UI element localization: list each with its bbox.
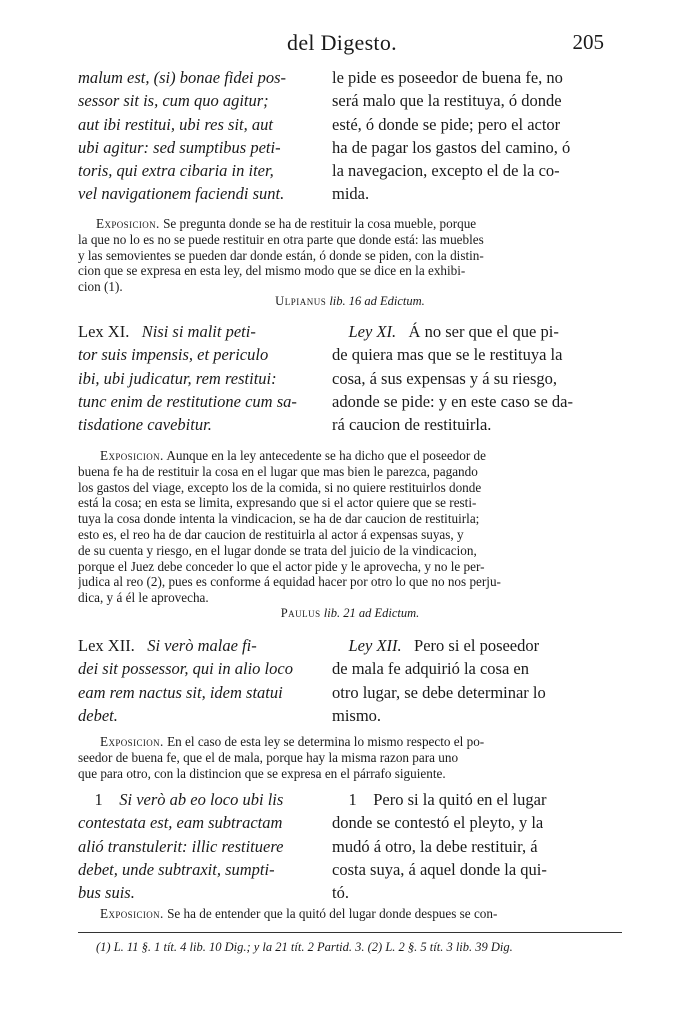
spanish-column (332, 634, 622, 727)
exposicion-label: Exposicion. (100, 448, 164, 463)
exposicion-label: Exposicion. (96, 216, 160, 231)
latin-line (78, 788, 316, 811)
citation-paulus (78, 606, 622, 621)
spanish-line: le pide es poseedor de buena fe, no (332, 68, 563, 87)
exposicion-1 (78, 216, 622, 295)
spanish-line: cosa, á sus expensas y á su riesgo, (332, 368, 557, 388)
exposicion-line: cion que se expresa en esta ley, del mismo modo que se dice en la exhibi- (78, 263, 466, 279)
footnote-rule (78, 932, 622, 933)
latin-text: Si verò ab eo loco ubi lis (119, 790, 284, 809)
spanish-line (332, 634, 622, 657)
ley-label: Ley XI. (348, 322, 397, 341)
spanish-line: esté, ó donde se pide; pero el actor (332, 114, 561, 134)
exposicion-line: está la cosa; en esta se limita, expresando que si el actor quiere que se resti- (78, 495, 477, 511)
latin-column (78, 788, 316, 904)
spanish-line (332, 320, 622, 343)
exposicion-text: Aunque en la ley antecedente se ha dicho que el poseedor de (166, 448, 487, 463)
spanish-line: la navegacion, excepto el de la co- (332, 161, 560, 181)
latin-line: aut ibi restitui, ubi res sit, aut (78, 114, 273, 134)
spanish-text: Pero si el poseedor (414, 636, 540, 655)
exposicion-text: Se ha de entender que la quitó del lugar donde despues se con- (167, 906, 498, 921)
latin-line: eam rem nactus sit, idem statui (78, 682, 283, 702)
page-number: 205 (572, 30, 604, 54)
spanish-line: ha de pagar los gastos del camino, ó (332, 137, 571, 157)
spanish-line: adonde se pide: y en este caso se da- (332, 391, 573, 411)
latin-line: alió transtulerit: illic restituere (78, 836, 284, 856)
spanish-column (332, 66, 622, 206)
exposicion-first-line (78, 448, 622, 464)
paragraph-number: 1 (94, 790, 103, 809)
spanish-line: rá caucion de restituirla. (332, 415, 492, 435)
exposicion-text: En el caso de esta ley se determina lo mismo respecto el po- (167, 734, 485, 749)
citation-ulpianus (78, 294, 622, 309)
latin-line: vel navigationem faciendi sunt. (78, 184, 285, 204)
latin-line: ubi agitur: sed sumptibus peti- (78, 137, 281, 157)
exposicion-line: buena fe ha de restituir la cosa en el lugar que mas bien le parezca, pagando (78, 463, 478, 479)
exposicion-line: judica al reo (2), pues es conforme á equidad hacer por otro lo que no nos perju- (78, 574, 501, 590)
exposicion-line: seedor de buena fe, que el de mala, porque hay la misma razon para uno (78, 749, 459, 765)
exposicion-text: Se pregunta donde se ha de restituir la cosa mueble, porque (163, 216, 477, 231)
exposicion-line: dica, y á él le aprovecha. (78, 590, 209, 606)
exposicion-line: los gastos del viage, excepto los de la comida, si no quiere restituirlos donde (78, 479, 482, 495)
latin-line: debet, unde subtraxit, sumpti- (78, 859, 275, 879)
latin-line: bus suis. (78, 883, 135, 903)
latin-line: ibi, ubi judicatur, rem restitui: (78, 368, 277, 388)
latin-line: contestata est, eam subtractam (78, 813, 283, 833)
spanish-line: de mala fe adquirió la cosa en (332, 659, 529, 679)
exposicion-line: cion (1). (78, 279, 123, 295)
spanish-line: tó. (332, 883, 349, 903)
spanish-text: Pero si la quitó en el lugar (373, 790, 547, 809)
latin-line: debet. (78, 705, 118, 725)
exposicion-line: esto es, el reo ha de dar caucion de restituirla al actor á expensas suyas, y (78, 526, 464, 542)
lex-label: Lex XI. (78, 322, 130, 341)
exposicion-line: porque el Juez debe conceder lo que el actor pide y le aprovecha, y no le per- (78, 558, 485, 574)
exposicion-first-line (78, 734, 622, 750)
exposicion-line: la que no lo es no se puede restituir en otra parte que donde está: las muebles (78, 231, 484, 247)
exposicion-3 (78, 734, 622, 781)
citation-reference: lib. 16 ad Edictum. (329, 294, 425, 308)
latin-column (78, 320, 316, 436)
latin-line (78, 634, 316, 657)
spanish-line: costa suya, á aquel donde la qui- (332, 859, 547, 879)
exposicion-first-line (78, 216, 622, 232)
citation-author: Paulus (280, 606, 321, 620)
exposicion-4 (78, 906, 622, 922)
spanish-line: mismo. (332, 705, 382, 725)
exposicion-label: Exposicion. (100, 734, 164, 749)
exposicion-line: y las semovientes se pueden dar donde están, ó donde se piden, con la distin- (78, 247, 484, 263)
exposicion-2 (78, 448, 622, 606)
ley-label: Ley XII. (348, 636, 402, 655)
lex-11-block (78, 320, 622, 438)
citation-reference: lib. 21 ad Edictum. (323, 606, 420, 620)
spanish-text: Á no ser que el que pi- (408, 322, 559, 341)
exposicion-first-line (78, 906, 622, 922)
exposicion-label: Exposicion. (100, 906, 164, 921)
latin-line: toris, qui extra cibaria in iter, (78, 161, 274, 181)
spanish-line: de quiera mas que se le restituya la (332, 345, 563, 365)
law-continuation-block (78, 66, 622, 208)
latin-column (78, 634, 316, 727)
spanish-line: mudó á otro, la debe restituir, á (332, 836, 538, 856)
spanish-line: donde se contestó el pleyto, y la (332, 813, 544, 833)
lex-12-block (78, 634, 622, 728)
spanish-column (332, 788, 622, 904)
latin-line: sessor sit is, cum quo agitur; (78, 91, 269, 111)
latin-text: Si verò malae fi- (147, 636, 257, 655)
footnotes: (1) L. 11 §. 1 tít. 4 lib. 10 Dig.; y la 21 tít. 2 Partid. 3. (2) L. 2 §. 5 tít. 3 lib. 39 Dig. (96, 940, 513, 954)
latin-line (78, 320, 316, 343)
exposicion-line: de su cuenta y riesgo, en el lugar donde se trata del juicio de la vindicacion, (78, 542, 477, 558)
spanish-line: será malo que la restituya, ó donde (332, 91, 562, 111)
spanish-column (332, 320, 622, 436)
spanish-line: otro lugar, se debe determinar lo (332, 682, 546, 702)
running-title: del Digesto. (287, 30, 397, 55)
spanish-line (332, 788, 622, 811)
latin-line: dei sit possessor, qui in alio loco (78, 659, 293, 679)
paragraph-1-block (78, 788, 622, 906)
latin-line: malum est, (si) bonae fidei pos- (78, 68, 287, 87)
exposicion-line: que para otro, con la distincion que se expresa en el párrafo siguiente. (78, 765, 446, 781)
latin-text: Nisi si malit peti- (141, 322, 256, 341)
latin-line: tisdatione cavebitur. (78, 415, 212, 435)
latin-line: tor suis impensis, et periculo (78, 345, 269, 365)
latin-column (78, 66, 316, 206)
exposicion-line: tuya la cosa donde intenta la vindicacion, se ha de dar caucion de restituirla; (78, 511, 480, 527)
citation-author: Ulpianus (275, 294, 327, 308)
paragraph-number: 1 (348, 790, 357, 809)
latin-line: tunc enim de restitutione cum sa- (78, 391, 297, 411)
spanish-line: mida. (332, 184, 370, 204)
lex-label: Lex XII. (78, 636, 135, 655)
page-header (72, 30, 612, 56)
